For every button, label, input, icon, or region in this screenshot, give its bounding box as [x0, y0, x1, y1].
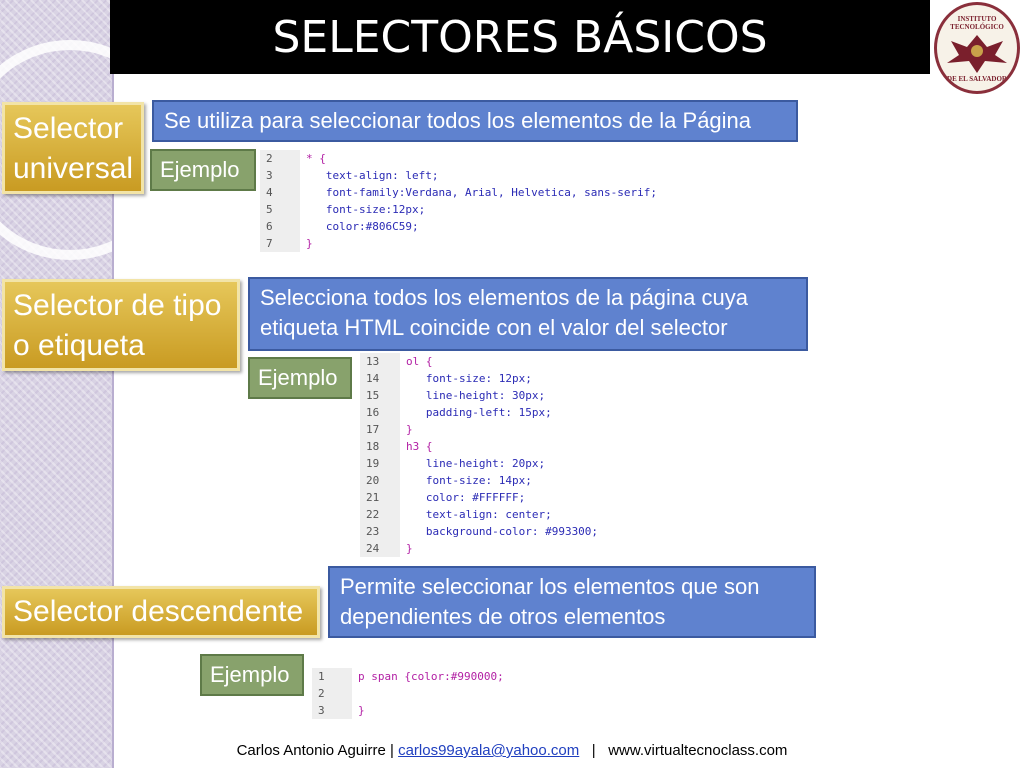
slide-title: SELECTORES BÁSICOS [110, 0, 930, 74]
logo-top-text: INSTITUTO TECNOLÓGICO [950, 15, 1004, 31]
line-number: 23 [360, 523, 400, 540]
line-number: 15 [360, 387, 400, 404]
code-text: text-align: left; [306, 169, 439, 182]
code-line [260, 184, 780, 201]
line-number: 1 [312, 668, 352, 685]
code-text: text-align: center; [406, 508, 552, 521]
footer-separator: | [390, 742, 394, 759]
code-line [360, 370, 660, 387]
description-selector-descendente: Permite seleccionar los elementos que son dependientes de otros elementos [328, 566, 816, 638]
line-number: 14 [360, 370, 400, 387]
code-line [360, 438, 660, 455]
footer-website: www.virtualtecnoclass.com [608, 742, 788, 759]
line-number: 6 [260, 218, 300, 235]
line-number: 16 [360, 404, 400, 421]
code-text: p span {color:#990000; [358, 670, 504, 683]
footer-email-link[interactable]: carlos99ayala@yahoo.com [398, 742, 580, 759]
line-number: 7 [260, 235, 300, 252]
code-text: font-size:12px; [306, 203, 426, 216]
line-number: 13 [360, 353, 400, 370]
line-number: 4 [260, 184, 300, 201]
line-number: 18 [360, 438, 400, 455]
code-text: ol { [406, 355, 433, 368]
code-text: } [406, 542, 413, 555]
footer-author: Carlos Antonio Aguirre [236, 742, 386, 759]
line-number: 3 [312, 702, 352, 719]
code-line [360, 489, 660, 506]
code-line [260, 150, 780, 167]
code-text: h3 { [406, 440, 433, 453]
code-line [260, 167, 780, 184]
code-line [360, 540, 660, 557]
code-text: * { [306, 152, 326, 165]
line-number: 21 [360, 489, 400, 506]
description-selector-tipo: Selecciona todos los elementos de la página cuya etiqueta HTML coincide con el valor del selector [248, 277, 808, 351]
code-text [352, 685, 358, 702]
code-line [360, 421, 660, 438]
example-label-universal: Ejemplo [150, 149, 256, 191]
example-label-tipo: Ejemplo [248, 357, 352, 399]
line-number: 19 [360, 455, 400, 472]
code-text: color:#806C59; [306, 220, 419, 233]
line-number: 17 [360, 421, 400, 438]
code-line [312, 702, 562, 719]
code-text: line-height: 20px; [406, 457, 546, 470]
footer-separator: | [591, 742, 596, 759]
heading-selector-universal: Selector universal [2, 102, 144, 194]
code-line [260, 218, 780, 235]
code-line [360, 506, 660, 523]
code-line [312, 685, 562, 702]
code-text: background-color: #993300; [406, 525, 599, 538]
eagle-icon [937, 27, 1017, 77]
footer [0, 742, 1024, 759]
code-text: } [306, 237, 313, 250]
code-text: } [406, 423, 413, 436]
code-block-tipo [360, 353, 660, 557]
code-text: line-height: 30px; [406, 389, 546, 402]
code-text: font-size: 12px; [406, 372, 532, 385]
line-number: 22 [360, 506, 400, 523]
description-selector-universal: Se utiliza para seleccionar todos los elementos de la Página [152, 100, 798, 142]
code-text: color: #FFFFFF; [406, 491, 526, 504]
example-label-descendente: Ejemplo [200, 654, 304, 696]
code-text: } [358, 704, 365, 717]
code-line [312, 668, 562, 685]
code-block-universal [260, 150, 780, 252]
institution-logo [934, 2, 1020, 94]
code-text: padding-left: 15px; [406, 406, 552, 419]
code-line [360, 455, 660, 472]
code-line [260, 235, 780, 252]
heading-selector-descendente: Selector descendente [2, 586, 320, 638]
code-text: font-size: 14px; [406, 474, 532, 487]
code-line [260, 201, 780, 218]
logo-bottom-text: DE EL SALVADOR [947, 75, 1007, 83]
code-line [360, 353, 660, 370]
line-number: 3 [260, 167, 300, 184]
code-line [360, 523, 660, 540]
line-number: 2 [312, 685, 352, 702]
line-number: 20 [360, 472, 400, 489]
line-number: 24 [360, 540, 400, 557]
code-text: font-family:Verdana, Arial, Helvetica, sans-serif; [306, 186, 657, 199]
line-number: 2 [260, 150, 300, 167]
code-block-descendente [312, 668, 562, 719]
line-number: 5 [260, 201, 300, 218]
code-line [360, 404, 660, 421]
heading-selector-tipo: Selector de tipo o etiqueta [2, 279, 240, 371]
code-line [360, 472, 660, 489]
code-line [360, 387, 660, 404]
